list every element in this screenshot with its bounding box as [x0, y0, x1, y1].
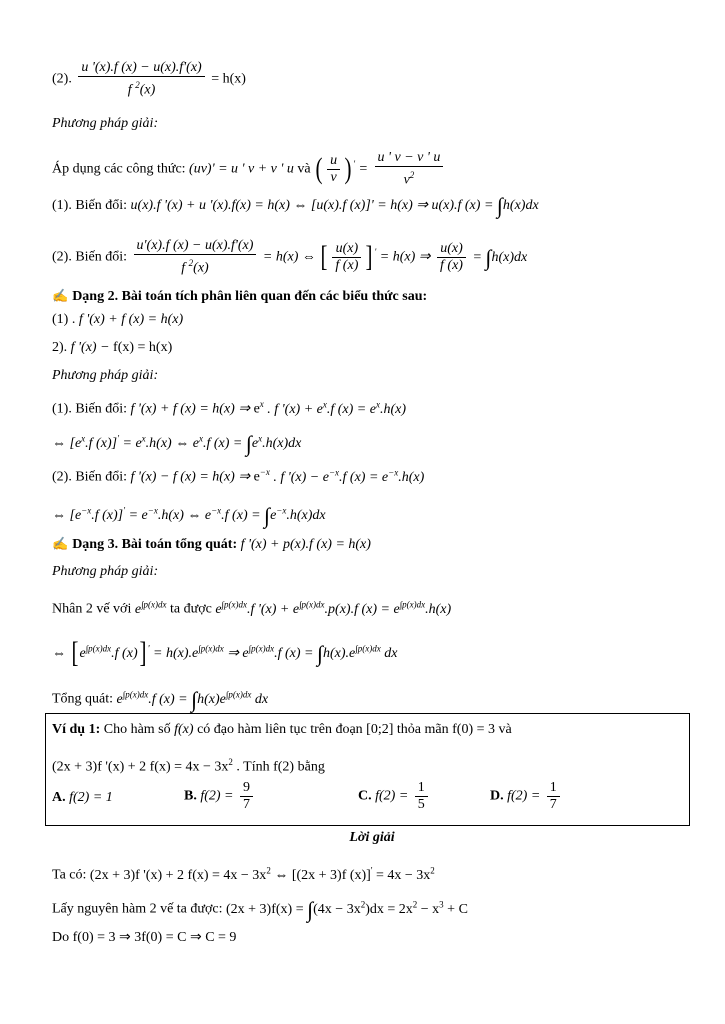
type2-transform-1: (1). Biến đổi: f '(x) + f (x) = h(x) ⇒ $e^x$ . f '$(x) + e^x.f$ $(x) = e^x.h(x)$	[52, 399, 407, 417]
method-heading-2: Phương pháp giải:	[52, 368, 159, 383]
multiply-line: Nhân 2 vế với $e^{\int p(x)dx}$ ta được $e^{\int p(x)dx}.f$ '$(x) + e^{\int p(x)dx}.p(x).f$ $(x) = e^{\int p(x)dx}.h(x)$	[52, 599, 452, 617]
multiply-line-b: ⇔ [ $e^{\int p(x)dx}.f$ (x)] $' = h(x).e^{\int p(x)dx}$ ⇒ $e^{\int p(x)dx}.f$ $(x) = \int h(x).e^{\int p(x)dx}$ dx	[52, 636, 398, 670]
example-line-2: (2x + 3)f '(x) + 2 $f(x) = 4x - 3x^2$ . Tính f(2) bằng	[52, 757, 325, 775]
transform-line-1: (1). Biến đổi: u(x).f '(x) + u '(x).f(x) = h(x) ⇔ [u(x).f (x)]' = h(x) ⇒ u(x).f (x) = ∫h(x)dx	[52, 193, 539, 218]
formula-apply-line: Áp dụng các công thức: (uv)' = u ' v + v ' u và ( $\frac{u}{v}$ ) ' = $\frac{u ' v - v ' u}{v^2}$	[52, 150, 446, 189]
option-a: A. f(2) = 1	[52, 790, 113, 805]
solution-line-3: Do f(0) = 3 ⇒ 3f(0) = C ⇒ C = 9	[52, 930, 237, 945]
method-heading-3: Phương pháp giải:	[52, 564, 159, 579]
solution-title: Lời giải	[349, 830, 395, 845]
type2-item-2: 2). f '(x) − f(x) = h(x)	[52, 340, 173, 355]
transform-line-2: (2). Biến đổi: $\frac{u'(x).f (x) - u(x).f'(x)}{f ^2(x)}$ = h(x) ⇔ [ $\frac{u(x)}{f (x)}$ ] ' = h(x) ⇒ $\frac{u(x)}{f (x)}$ = ∫h(x)dx	[52, 238, 528, 276]
type2-item-1: (1) . f '(x) + f (x) = h(x)	[52, 312, 184, 327]
type2-transform-2: (2). Biến đổi: f '(x) − f (x) = h(x) ⇒ $e^{-x}$ . f '$(x) - e^{-x}.f$ $(x) = e^{-x}.h(x)$	[52, 467, 425, 485]
pen-icon: ✍	[52, 288, 69, 303]
type2-heading: ✍ Dạng 2. Bài toán tích phân liên quan đến các biểu thức sau:	[52, 288, 428, 304]
solution-line-1: Ta có: (2x + 3)f '(x) + 2 $f(x) = 4x - 3x^2$ ⇔ [(2x + 3)f $(x)]' = 4x - 3x^2$	[52, 865, 435, 883]
option-c: C. f(2) = $\frac{1}{5}$	[358, 780, 431, 813]
method-heading-1: Phương pháp giải:	[52, 116, 159, 131]
type2-transform-1b: ⇔ [$e^x.f$ $(x)]' = e^x.h(x)$ ⇔ $e^x.f$ $(x) = \int e^x.h(x)dx$	[52, 430, 302, 456]
type2-transform-2b: ⇔ [$e^{-x}.f$ $(x)]' = e^{-x}.h(x)$ ⇔ $e^{-x}.f$ $(x) = \int e^{-x}.h(x)dx$	[52, 502, 326, 528]
type3-heading: ✍ Dạng 3. Bài toán tổng quát: f '(x) + p(x).f (x) = h(x)	[52, 536, 371, 552]
solution-line-2: Lấy nguyên hàm 2 vế ta được: $(2x + 3)f(x) = \int(4x - 3x^2)dx = 2x^2 - x^3 + C$	[52, 896, 468, 922]
fraction: $\frac{u '(x).f (x) - u(x).f'(x)}{f ^2(x)}$	[78, 60, 204, 99]
example-line-1: Ví dụ 1: Cho hàm số f(x) có đạo hàm liên tục trên đoạn [0;2] thỏa mãn f(0) = 3 và	[52, 722, 512, 737]
formula-line-2: (2). $\frac{u '(x).f (x) - u(x).f'(x)}{f ^2(x)}$ = h(x)	[52, 60, 246, 98]
option-d: D. f(2) = $\frac{1}{7}$	[490, 780, 563, 813]
option-b: B. f(2) = $\frac{9}{7}$	[184, 780, 256, 813]
pen-icon: ✍	[52, 536, 69, 551]
general-line: Tổng quát: $e^{\int p(x)dx}.f$ $(x) = \int h(x)e^{\int p(x)dx}$ dx	[52, 686, 269, 712]
